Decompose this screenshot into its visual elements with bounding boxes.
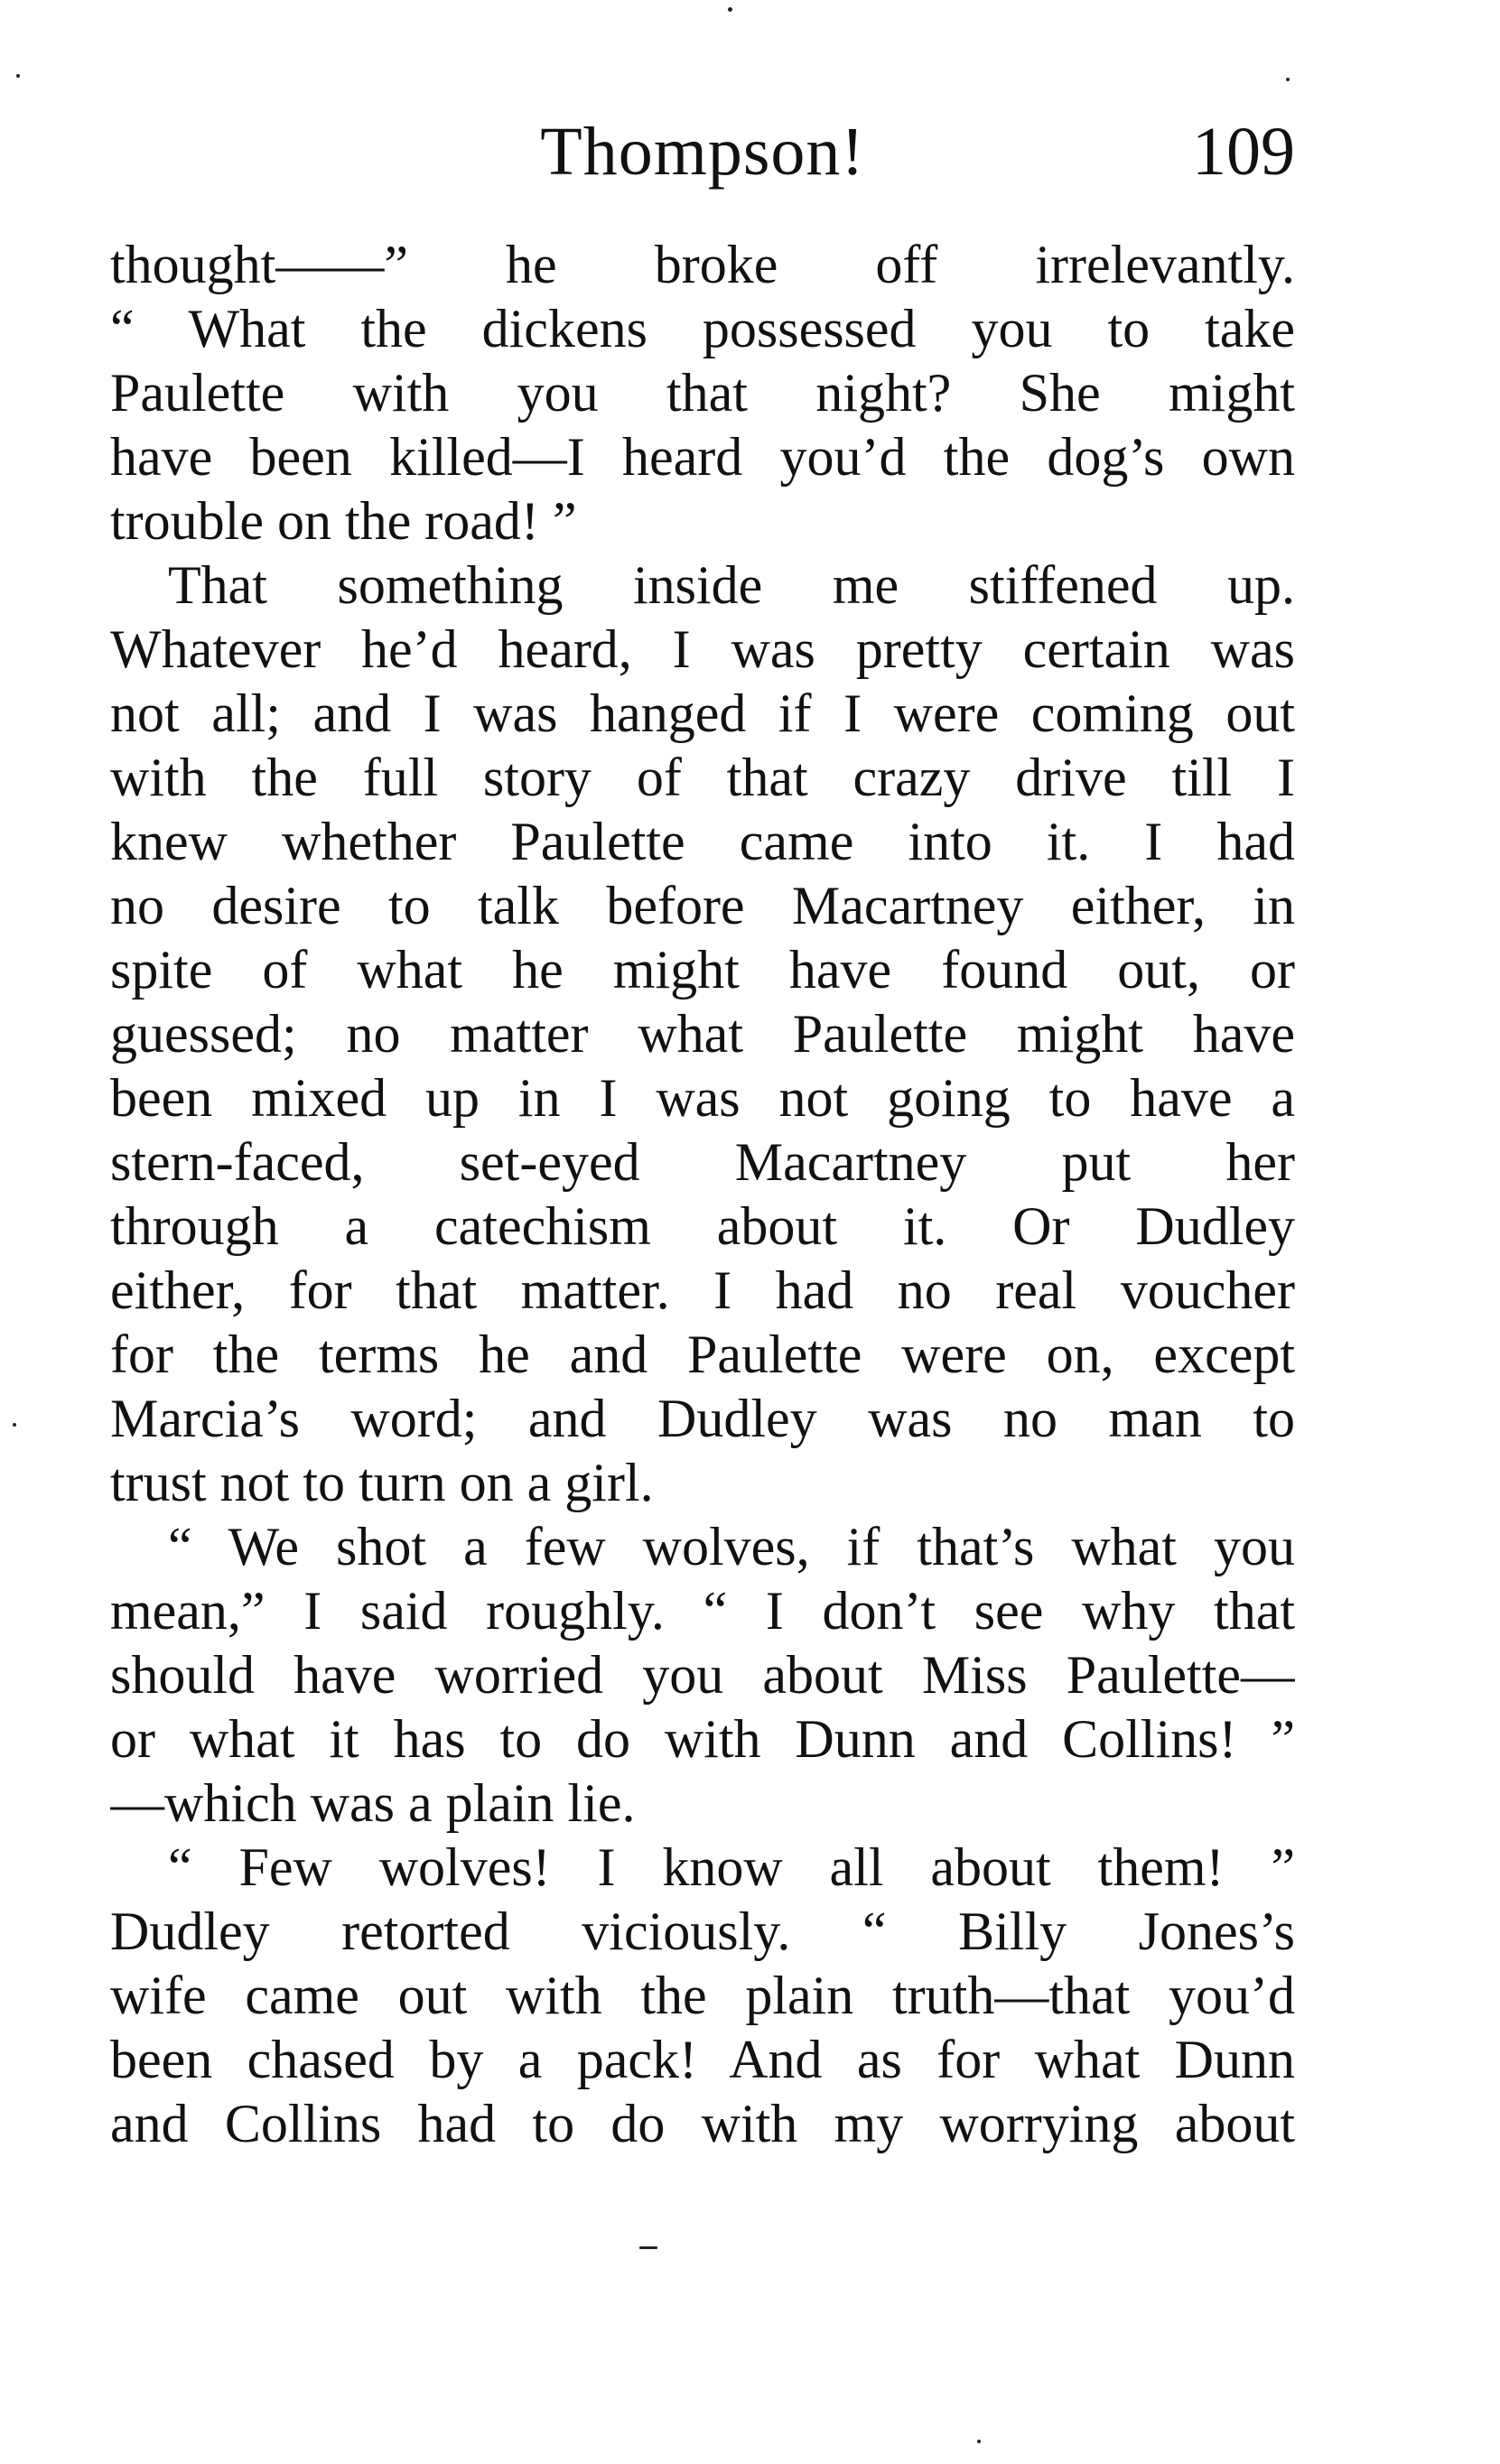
text-line: trouble on the road! ” xyxy=(110,491,577,551)
text-line: —which was a plain lie. xyxy=(110,1773,636,1833)
text-line: not all; and I was hanged if I were coming out xyxy=(110,683,1295,743)
scan-speck xyxy=(13,1423,16,1427)
page-number: 109 xyxy=(1192,114,1295,190)
text-line: through a catechism about it. Or Dudley xyxy=(110,1196,1295,1256)
scan-speck xyxy=(639,2246,657,2249)
text-line: for the terms he and Paulette were on, except xyxy=(110,1325,1295,1384)
text-line: no desire to talk before Macartney either, in xyxy=(110,876,1295,935)
text-line: been chased by a pack! And as for what Dunn xyxy=(110,2030,1295,2089)
text-line: should have worried you about Miss Paulette— xyxy=(110,1645,1295,1705)
scan-speck xyxy=(1286,78,1290,81)
scan-speck xyxy=(977,2440,981,2443)
body-text xyxy=(110,233,1295,2156)
text-line: Whatever he’d heard, I was pretty certain was xyxy=(110,619,1295,679)
text-line: Dudley retorted viciously. “ Billy Jones’s xyxy=(110,1901,1295,1961)
text-line: or what it has to do with Dunn and Collins! ” xyxy=(110,1709,1295,1769)
text-line: trust not to turn on a girl. xyxy=(110,1453,654,1512)
text-line: “ What the dickens possessed you to take xyxy=(110,299,1295,358)
scan-speck xyxy=(16,74,20,78)
text-line: spite of what he might have found out, or xyxy=(110,940,1295,1000)
text-line: either, for that matter. I had no real voucher xyxy=(110,1260,1295,1320)
text-line: thought——” he broke off irrelevantly. xyxy=(110,235,1295,294)
running-title: Thompson! xyxy=(540,114,865,190)
text-line: have been killed—I heard you’d the dog’s own xyxy=(110,427,1295,487)
text-line: been mixed up in I was not going to have a xyxy=(110,1068,1295,1128)
text-line: stern-faced, set-eyed Macartney put her xyxy=(110,1132,1295,1192)
text-line: That something inside me stiffened up. xyxy=(168,555,1295,615)
running-head xyxy=(110,114,1295,190)
text-line: wife came out with the plain truth—that you’d xyxy=(110,1966,1295,2025)
text-line: Paulette with you that night? She might xyxy=(110,363,1295,423)
text-line: with the full story of that crazy drive till I xyxy=(110,748,1295,807)
text-line: knew whether Paulette came into it. I had xyxy=(110,812,1295,871)
text-line: mean,” I said roughly. “ I don’t see why that xyxy=(110,1581,1295,1641)
scan-speck xyxy=(728,7,732,12)
text-line: Marcia’s word; and Dudley was no man to xyxy=(110,1389,1295,1448)
text-line: “ Few wolves! I know all about them! ” xyxy=(168,1837,1295,1897)
text-line: and Collins had to do with my worrying about xyxy=(110,2094,1295,2153)
text-line: guessed; no matter what Paulette might have xyxy=(110,1004,1295,1064)
text-line: “ We shot a few wolves, if that’s what you xyxy=(168,1517,1295,1576)
